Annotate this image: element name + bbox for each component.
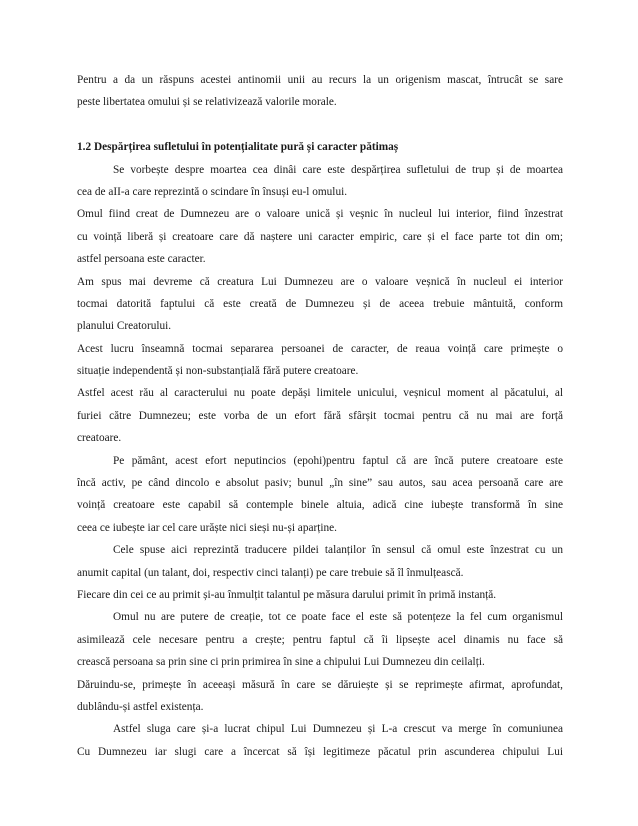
text-line: crească persoana sa prin sine ci prin primirea în sine a chipului Lui Dumnezeu din ceilalți. (77, 656, 485, 669)
text-line: Omul nu are putere de creație, tot ce poate face el este să potențeze la fel cum organismul (113, 611, 563, 624)
text-line: Fiecare din cei ce au primit și-au înmulțit talantul pe măsura darului primit în primă instanță. (77, 588, 497, 601)
text-line: peste libertatea omului și se relativizează valorile morale. (77, 96, 337, 109)
text-line: Se vorbește despre moartea cea dinâi care este despărțirea sufletului de trup și de moartea (113, 163, 563, 176)
text-line: Acest lucru înseamnă tocmai separarea persoanei de caracter, de reaua voință care primește o (77, 342, 563, 355)
text-line: Pentru a da un răspuns acestei antinomii unii au recurs la un origenism mascat, întrucât se sare (77, 74, 563, 86)
paragraph-gap (77, 114, 563, 136)
text-line: tocmai datorită faptului că este creată de Dumnezeu și de aceea trebuie mântuită, conform (77, 297, 563, 310)
text-line: asimilează cele necesare pentru a crește; pentru faptul că îi lipsește acel dinamis nu face să (77, 633, 563, 646)
text-line: situație independentă și non-substanțială fără putere creatoare. (77, 365, 359, 378)
text-line: voință creatoare este capabil să contemple binele altuia, adică cine iubește transformă în sine (77, 499, 563, 512)
text-line: Pe pământ, acest efort neputincios (epohi)pentru faptul că are încă putere creatoare este (113, 454, 563, 467)
text-line: Omul fiind creat de Dumnezeu are o valoare unică și veșnic în nucleul lui interior, fiind înzestrat (77, 208, 563, 221)
document-page (77, 69, 563, 763)
text-line: furiei către Dumnezeu; este vorba de un efort fără sfârșit tocmai pentru că nu mai are forță (77, 409, 563, 422)
text-line: Dăruindu-se, primește în aceeași măsură în care se dăruiește și se reprimește afirmat, aprofundat, (77, 678, 563, 691)
text-line: cu voință liberă și creatoare care dă naștere uni caracter empiric, care și el face parte tot din om; (77, 230, 563, 243)
section-heading: 1.2 Despărțirea sufletului în potențialitate pură și caracter pătimaș (77, 141, 399, 154)
text-line: ceea ce iubește iar cel care urăște nici sieși nu-și aparține. (77, 521, 338, 534)
text-line: creatoare. (77, 432, 122, 445)
text-line: Am spus mai devreme că creatura Lui Dumnezeu are o valoare veșnică în nucleul ei interior (77, 275, 563, 288)
text-line: astfel persoana este caracter. (77, 253, 206, 266)
text-line: cea de aII-a care reprezintă o scindare în însuși eu-l omului. (77, 185, 348, 198)
text-line: dublându-și astfel existența. (77, 700, 204, 713)
text-line: încă activ, pe când dincolo e absolut pasiv; bunul „în sine” sau autos, sau acea persoană care are (77, 477, 563, 490)
text-line: Cele spuse aici reprezintă traducere pildei talanților în sensul că omul este înzestrat cu un (113, 544, 563, 557)
text-line: Astfel sluga care și-a lucrat chipul Lui Dumnezeu și L-a crescut va merge în comuniunea (113, 723, 563, 736)
text-line: Astfel acest rău al caracterului nu poate depăși limitele unicului, veșnicul moment al păcatului, al (77, 387, 563, 400)
text-line: Cu Dumnezeu iar slugi care a încercat să își legitimeze păcatul prin ascunderea chipului Lui (77, 745, 563, 758)
text-line: anumit capital (un talant, doi, respectiv cinci talanți) pe care trebuie să îl înmulțească. (77, 566, 464, 579)
text-line: planului Creatorului. (77, 320, 172, 333)
